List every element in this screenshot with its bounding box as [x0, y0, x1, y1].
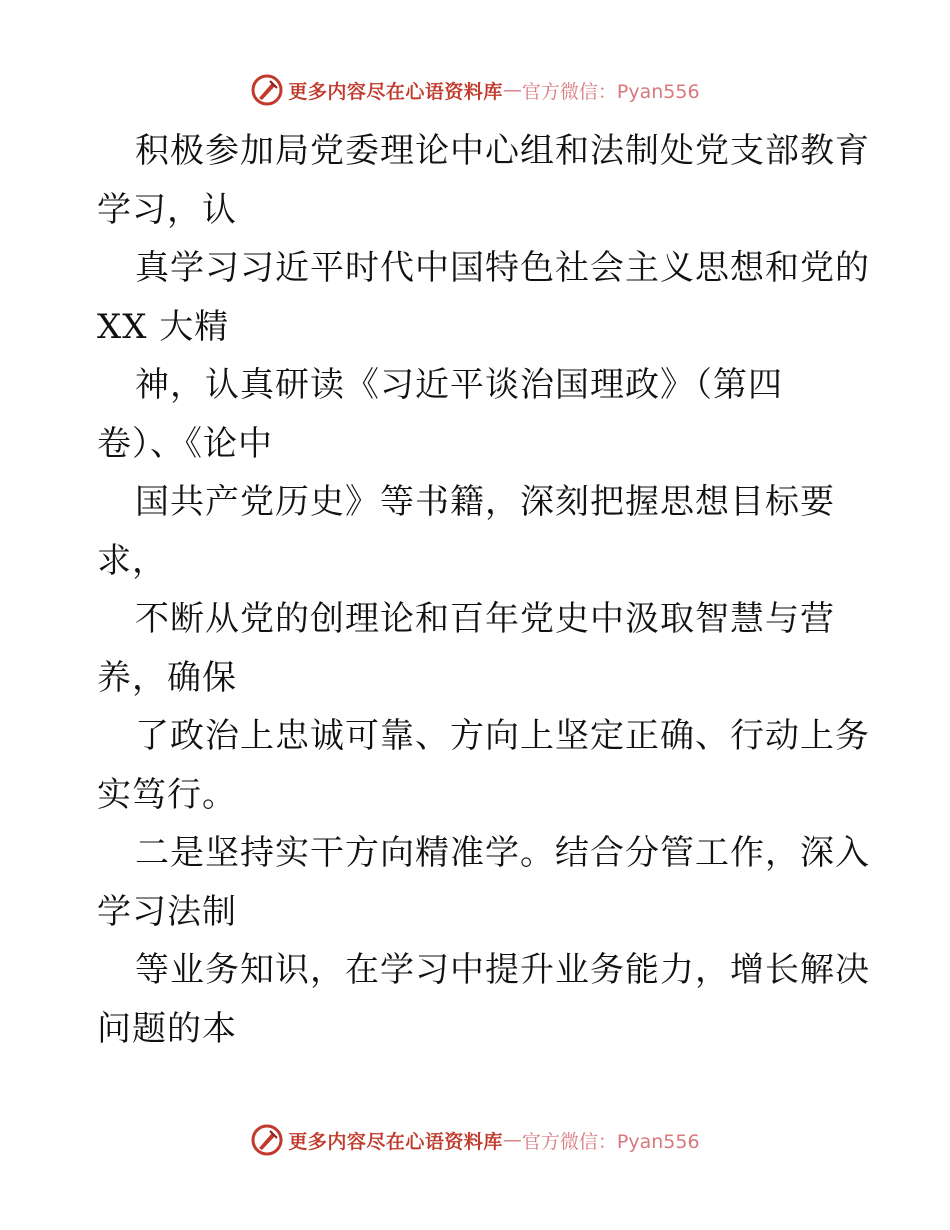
banner-wechat: 官方微信：Pyan556	[521, 80, 700, 103]
text-line: 积极参加局党委理论中心组和法制处党支部教育	[135, 131, 870, 171]
text-line: 实笃行。	[97, 774, 237, 815]
text-line: 卷）、《论中	[97, 423, 273, 464]
banner-text: 更多内容尽在心语资料库	[288, 80, 503, 103]
banner-wechat: 官方微信：Pyan556	[521, 1130, 700, 1153]
text-line: 国共产党历史》等书籍，深刻把握思想目标要	[135, 482, 835, 522]
text-line: 神，认真研读《习近平谈治国理政》（第四	[135, 365, 783, 405]
text-line: 求，	[97, 540, 167, 581]
footer-watermark-banner	[0, 1120, 950, 1160]
banner-text: 更多内容尽在心语资料库	[288, 1130, 503, 1153]
text-line: 学习法制	[97, 891, 237, 932]
text-line: 学习，认	[97, 189, 237, 230]
pen-logo-icon	[250, 1123, 284, 1157]
text-line: 了政治上忠诚可靠、方向上坚定正确、行动上务	[135, 716, 870, 756]
text-line: 二是坚持实干方向精准学。结合分管工作，深入	[135, 833, 870, 873]
text-line: 问题的本	[97, 1008, 237, 1049]
body-text	[97, 122, 870, 1058]
text-line: 真学习习近平时代中国特色社会主义思想和党的	[135, 248, 870, 288]
banner-dash: —	[502, 79, 522, 101]
text-line: 不断从党的创理论和百年党史中汲取智慧与营	[135, 599, 835, 639]
text-line: 等业务知识，在学习中提升业务能力，增长解决	[135, 950, 870, 990]
banner-dash: —	[502, 1129, 522, 1151]
pen-logo-icon	[250, 73, 284, 107]
header-watermark-banner	[0, 70, 950, 110]
text-line: XX 大精	[97, 306, 230, 347]
text-line: 养，确保	[97, 657, 237, 698]
